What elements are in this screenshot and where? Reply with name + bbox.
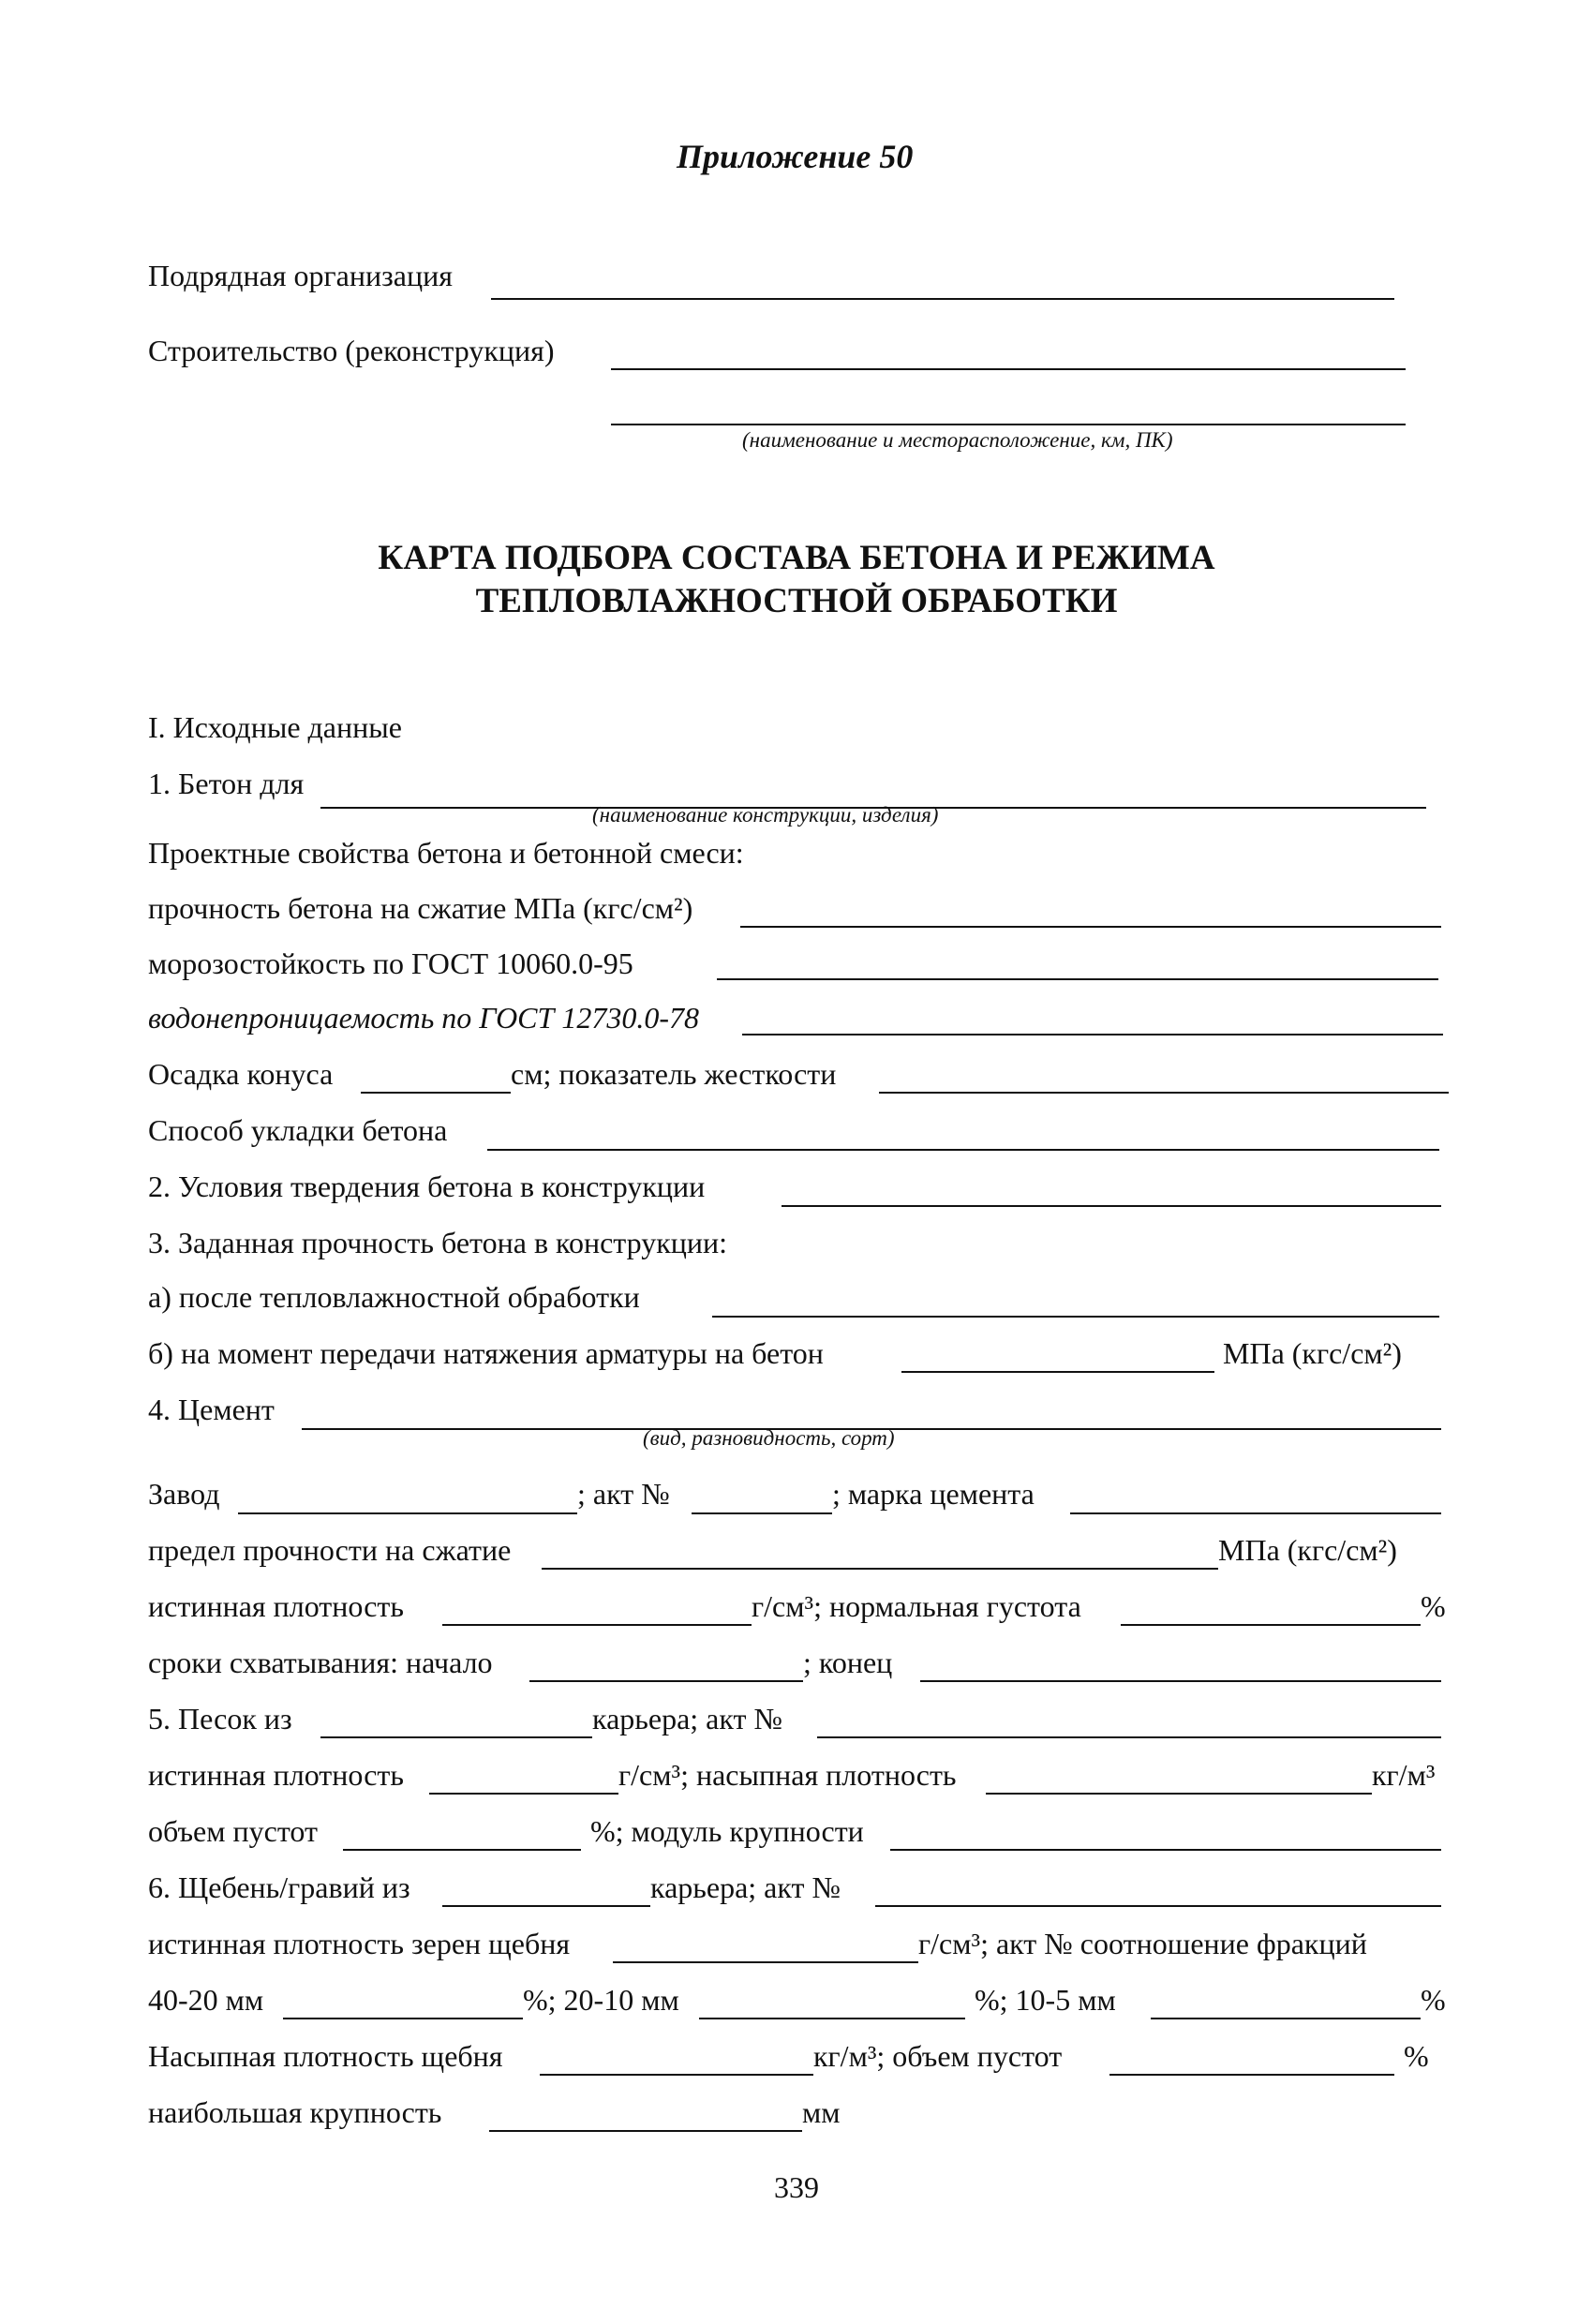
contractor-label: Подрядная организация	[148, 259, 453, 292]
grain-density-field[interactable]	[613, 1961, 918, 1963]
frost-resistance-field[interactable]	[717, 978, 1438, 980]
sand-voids-field[interactable]	[343, 1849, 581, 1851]
normal-consistency-unit: %	[1421, 1589, 1446, 1623]
gravel-quarry-label: карьера; акт №	[650, 1870, 841, 1904]
gravel-bulk-density-field[interactable]	[540, 2074, 813, 2076]
cement-density-unit: г/см³; нормальная густота	[752, 1589, 1081, 1623]
construction-label: Строительство (реконструкция)	[148, 334, 555, 367]
setting-time-label: сроки схватывания: начало	[148, 1646, 493, 1679]
construction-field[interactable]	[611, 368, 1406, 370]
cement-label: 4. Цемент	[148, 1393, 275, 1426]
fraction-20-10-field[interactable]	[699, 2018, 965, 2019]
concrete-for-label: 1. Бетон для	[148, 767, 305, 800]
sand-bulk-density-field[interactable]	[986, 1793, 1372, 1795]
grain-density-unit: г/см³; акт № соотношение фракций	[918, 1927, 1367, 1960]
appendix-title: Приложение 50	[677, 138, 914, 175]
cement-act-label: ; акт №	[577, 1477, 670, 1511]
sand-density-unit: г/см³; насыпная плотность	[618, 1758, 957, 1792]
cement-strength-label: предел прочности на сжатие	[148, 1533, 512, 1567]
slump-unit: см; показатель жесткости	[511, 1057, 837, 1091]
frost-resistance-label: морозостойкость по ГОСТ 10060.0-95	[148, 946, 633, 980]
fraction-10-5-label: %; 10-5 мм	[975, 1983, 1116, 2017]
section-heading: I. Исходные данные	[148, 710, 402, 744]
fraction-40-20-field[interactable]	[283, 2018, 523, 2019]
gravel-label: 6. Щебень/гравий из	[148, 1870, 410, 1904]
hardening-conditions-label: 2. Условия твердения бетона в конструкции	[148, 1169, 706, 1203]
cement-strength-unit: МПа (кгс/см²)	[1218, 1533, 1397, 1567]
sand-label: 5. Песок из	[148, 1702, 292, 1736]
page-number: 339	[774, 2170, 819, 2204]
cement-density-label: истинная плотность	[148, 1589, 404, 1623]
sand-voids-unit: %; модуль крупности	[590, 1814, 864, 1848]
setting-end-label: ; конец	[803, 1646, 893, 1679]
sand-bulk-density-unit: кг/м³	[1372, 1758, 1436, 1792]
setting-start-field[interactable]	[529, 1680, 803, 1682]
water-resistance-label: водонепроницаемость по ГОСТ 12730.0-78	[148, 1001, 699, 1035]
slump-label: Осадка конуса	[148, 1057, 334, 1091]
compressive-strength-field[interactable]	[740, 926, 1441, 928]
sand-voids-label: объем пустот	[148, 1814, 318, 1848]
cement-act-field[interactable]	[692, 1512, 832, 1514]
fraction-40-20-label: 40-20 мм	[148, 1983, 264, 2017]
tension-transfer-label: б) на момент передачи натяжения арматуры на бетон	[148, 1336, 824, 1370]
after-treatment-field[interactable]	[712, 1316, 1439, 1318]
max-size-label: наибольшая крупность	[148, 2095, 442, 2129]
cement-strength-field[interactable]	[542, 1568, 1218, 1570]
plant-field[interactable]	[238, 1512, 577, 1514]
gravel-quarry-field[interactable]	[442, 1905, 650, 1907]
fraction-20-10-label: %; 20-10 мм	[523, 1983, 679, 2017]
gravel-voids-unit: %	[1404, 2039, 1429, 2073]
sand-act-field[interactable]	[817, 1736, 1441, 1738]
gravel-act-field[interactable]	[875, 1905, 1441, 1907]
placing-method-label: Способ укладки бетона	[148, 1113, 448, 1147]
fraction-10-5-unit: %	[1421, 1983, 1446, 2017]
sand-density-label: истинная плотность	[148, 1758, 404, 1792]
construction-field-2[interactable]	[611, 424, 1406, 425]
max-size-unit: мм	[802, 2095, 841, 2129]
compressive-strength-label: прочность бетона на сжатие МПа (кгс/см²)	[148, 891, 693, 925]
cement-caption: (вид, разновидность, сорт)	[643, 1426, 895, 1450]
setting-end-field[interactable]	[920, 1680, 1441, 1682]
document-title-line1: КАРТА ПОДБОРА СОСТАВА БЕТОНА И РЕЖИМА	[378, 539, 1215, 577]
cement-grade-label: ; марка цемента	[832, 1477, 1035, 1511]
hardening-conditions-field[interactable]	[782, 1205, 1441, 1207]
tension-transfer-field[interactable]	[901, 1371, 1214, 1373]
target-strength-label: 3. Заданная прочность бетона в конструкции:	[148, 1226, 728, 1259]
normal-consistency-field[interactable]	[1121, 1624, 1421, 1626]
stiffness-field[interactable]	[879, 1092, 1449, 1094]
cement-grade-field[interactable]	[1070, 1512, 1441, 1514]
sand-quarry-label: карьера; акт №	[592, 1702, 782, 1736]
grain-density-label: истинная плотность зерен щебня	[148, 1927, 571, 1960]
after-treatment-label: а) после тепловлажностной обработки	[148, 1280, 640, 1314]
design-props-label: Проектные свойства бетона и бетонной смеси:	[148, 836, 744, 870]
construction-caption: (наименование и месторасположение, км, ПК)	[742, 428, 1173, 452]
cement-density-field[interactable]	[442, 1624, 752, 1626]
water-resistance-field[interactable]	[742, 1034, 1443, 1035]
gravel-bulk-density-label: Насыпная плотность щебня	[148, 2039, 503, 2073]
gravel-bulk-density-unit: кг/м³; объем пустот	[813, 2039, 1063, 2073]
placing-method-field[interactable]	[487, 1149, 1439, 1151]
max-size-field[interactable]	[489, 2130, 802, 2132]
fineness-modulus-field[interactable]	[890, 1849, 1441, 1851]
tension-transfer-unit: МПа (кгс/см²)	[1223, 1336, 1402, 1370]
fraction-10-5-field[interactable]	[1151, 2018, 1421, 2019]
sand-density-field[interactable]	[429, 1793, 618, 1795]
slump-field[interactable]	[361, 1092, 511, 1094]
plant-label: Завод	[148, 1477, 220, 1511]
concrete-for-caption: (наименование конструкции, изделия)	[592, 803, 939, 827]
document-title-line2: ТЕПЛОВЛАЖНОСТНОЙ ОБРАБОТКИ	[475, 582, 1118, 620]
contractor-field[interactable]	[491, 298, 1394, 300]
gravel-voids-field[interactable]	[1109, 2074, 1394, 2076]
sand-quarry-field[interactable]	[320, 1736, 592, 1738]
